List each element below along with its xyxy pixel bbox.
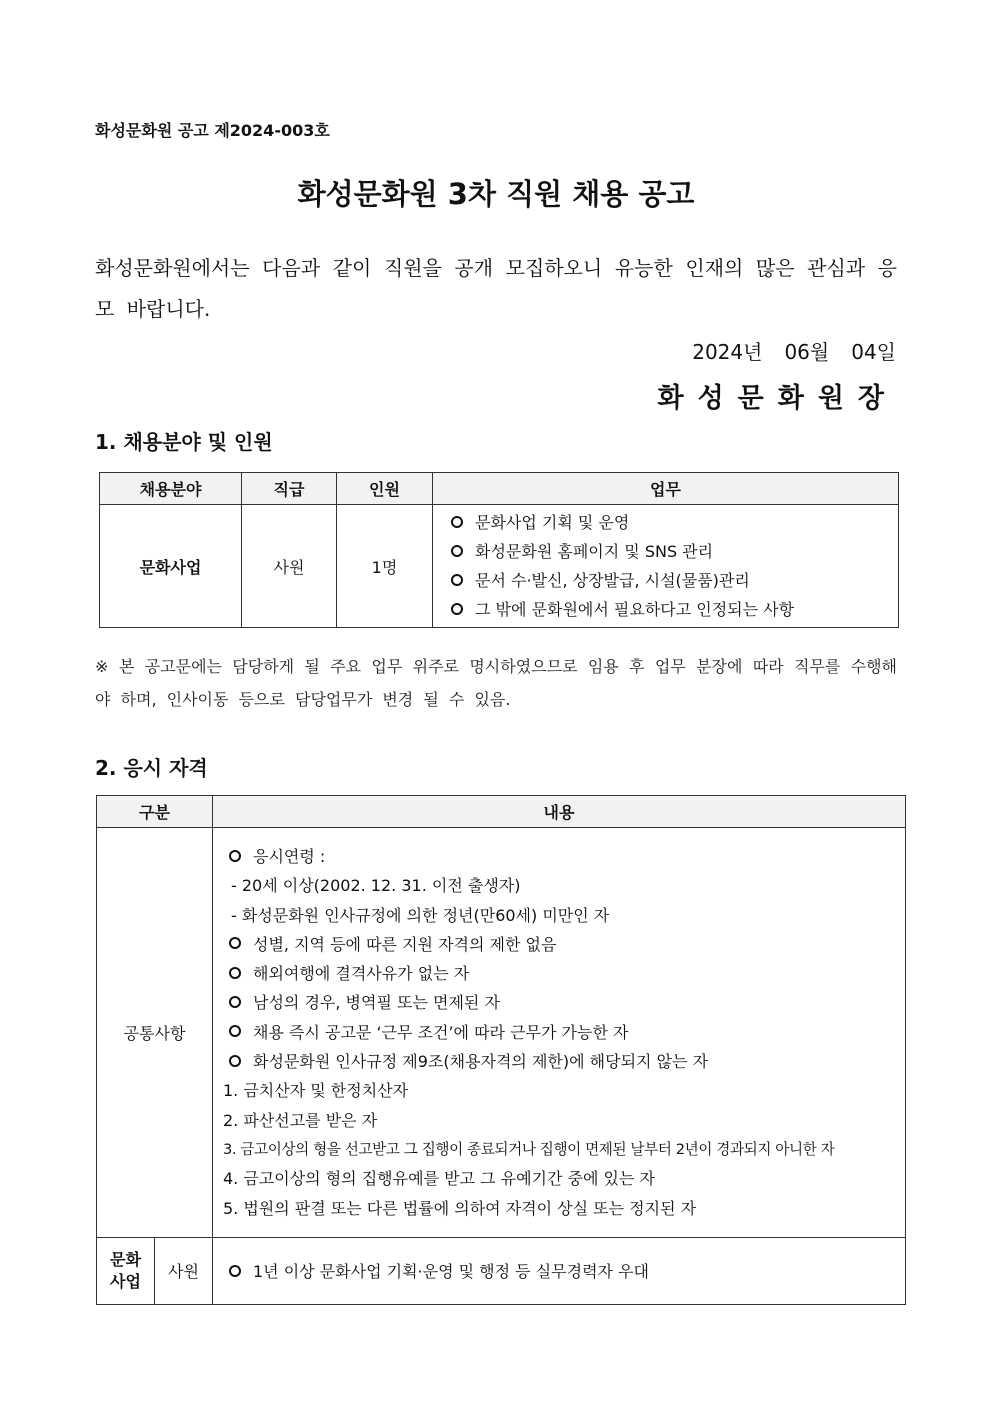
- list-item: 문서 수·발신, 상장발급, 시설(물품)관리: [433, 566, 898, 595]
- list-item: 문화사업 기획 및 운영: [433, 508, 898, 537]
- circle-bullet-icon: [451, 545, 463, 557]
- date-year: 2024년: [692, 340, 763, 364]
- circle-bullet-icon: [451, 574, 463, 586]
- list-item: 1. 금치산자 및 한정치산자: [223, 1081, 409, 1101]
- list-item: 2. 파산선고를 받은 자: [223, 1110, 378, 1130]
- intro-paragraph: 화성문화원에서는 다음과 같이 직원을 공개 모집하오니 유능한 인재의 많은 관심과 응모 바랍니다.: [95, 256, 897, 321]
- date-month: 06월: [784, 340, 830, 364]
- table-row: [100, 505, 899, 628]
- positions-table: [99, 472, 899, 628]
- cell-field-grade: 사원: [155, 1237, 213, 1304]
- section2-heading: 2. 응시 자격: [95, 756, 208, 780]
- header-duties: 업무: [433, 473, 899, 505]
- table-header-row: [100, 473, 899, 505]
- list-item: - 화성문화원 인사규정에 의한 정년(만60세) 미만인 자: [231, 905, 610, 925]
- table-row: [97, 1237, 906, 1304]
- circle-bullet-icon: [229, 1055, 241, 1067]
- circle-bullet-icon: [229, 967, 241, 979]
- cell-common-label: 공통사항: [97, 828, 213, 1238]
- header-grade: 직급: [242, 473, 337, 505]
- list-item: 채용 즉시 공고문 ‘근무 조건’에 따라 근무가 가능한 자: [223, 1018, 905, 1047]
- list-item: 해외여행에 결격사유가 없는 자: [223, 959, 905, 988]
- list-item: 5. 법원의 판결 또는 다른 법률에 의하여 자격이 상실 또는 정지된 자: [223, 1198, 697, 1218]
- list-item: 3. 금고이상의 형을 선고받고 그 집행이 종료되거나 집행이 면제된 날부터 2년이 경과되지 아니한 자: [223, 1140, 835, 1158]
- list-item: 응시연령 :: [223, 842, 905, 871]
- cell-common-items: [213, 828, 906, 1238]
- circle-bullet-icon: [229, 850, 241, 862]
- table-row: [97, 828, 906, 1238]
- header-field: 채용분야: [100, 473, 242, 505]
- circle-bullet-icon: [451, 603, 463, 615]
- list-item: 그 밖에 문화원에서 필요하다고 인정되는 사항: [433, 595, 898, 624]
- header-category: 구분: [97, 796, 213, 828]
- list-item: 화성문화원 홈페이지 및 SNS 관리: [433, 537, 898, 566]
- header-count: 인원: [337, 473, 433, 505]
- list-item: 남성의 경우, 병역필 또는 면제된 자: [223, 988, 905, 1017]
- page-title: 화성문화원 3차 직원 채용 공고: [297, 177, 695, 211]
- list-item: 4. 금고이상의 형의 집행유예를 받고 그 유예기간 중에 있는 자: [223, 1169, 655, 1189]
- duties-note: ※ 본 공고문에는 담당하게 될 주요 업무 위주로 명시하였으므로 임용 후 업무 분장에 따라 직무를 수행해야 하며, 인사이동 등으로 담당업무가 변경 될 수 있음.: [95, 657, 897, 709]
- circle-bullet-icon: [229, 937, 241, 949]
- cell-duties: [433, 505, 899, 628]
- cell-field-label: 문화 사업: [97, 1237, 155, 1304]
- cell-grade: 사원: [242, 505, 337, 628]
- list-item: 성별, 지역 등에 따른 지원 자격의 제한 없음: [223, 930, 905, 959]
- header-content: 내용: [213, 796, 906, 828]
- section1-heading: 1. 채용분야 및 인원: [95, 430, 273, 454]
- signer: 화성문화원장: [657, 383, 898, 414]
- circle-bullet-icon: [451, 516, 463, 528]
- notice-number: 화성문화원 공고 제2024-003호: [95, 121, 330, 140]
- announcement-date: [692, 336, 896, 365]
- cell-preference: 1년 이상 문화사업 기획·운영 및 행정 등 실무경력자 우대: [213, 1237, 906, 1304]
- circle-bullet-icon: [229, 1265, 241, 1277]
- list-item: 화성문화원 인사규정 제9조(채용자격의 제한)에 해당되지 않는 자: [223, 1047, 905, 1076]
- cell-field: 문화사업: [100, 505, 242, 628]
- qualifications-table: [96, 795, 906, 1305]
- table-header-row: [97, 796, 906, 828]
- list-item: - 20세 이상(2002. 12. 31. 이전 출생자): [231, 876, 521, 896]
- cell-count: 1명: [337, 505, 433, 628]
- date-day: 04일: [851, 340, 896, 364]
- circle-bullet-icon: [229, 1025, 241, 1037]
- circle-bullet-icon: [229, 996, 241, 1008]
